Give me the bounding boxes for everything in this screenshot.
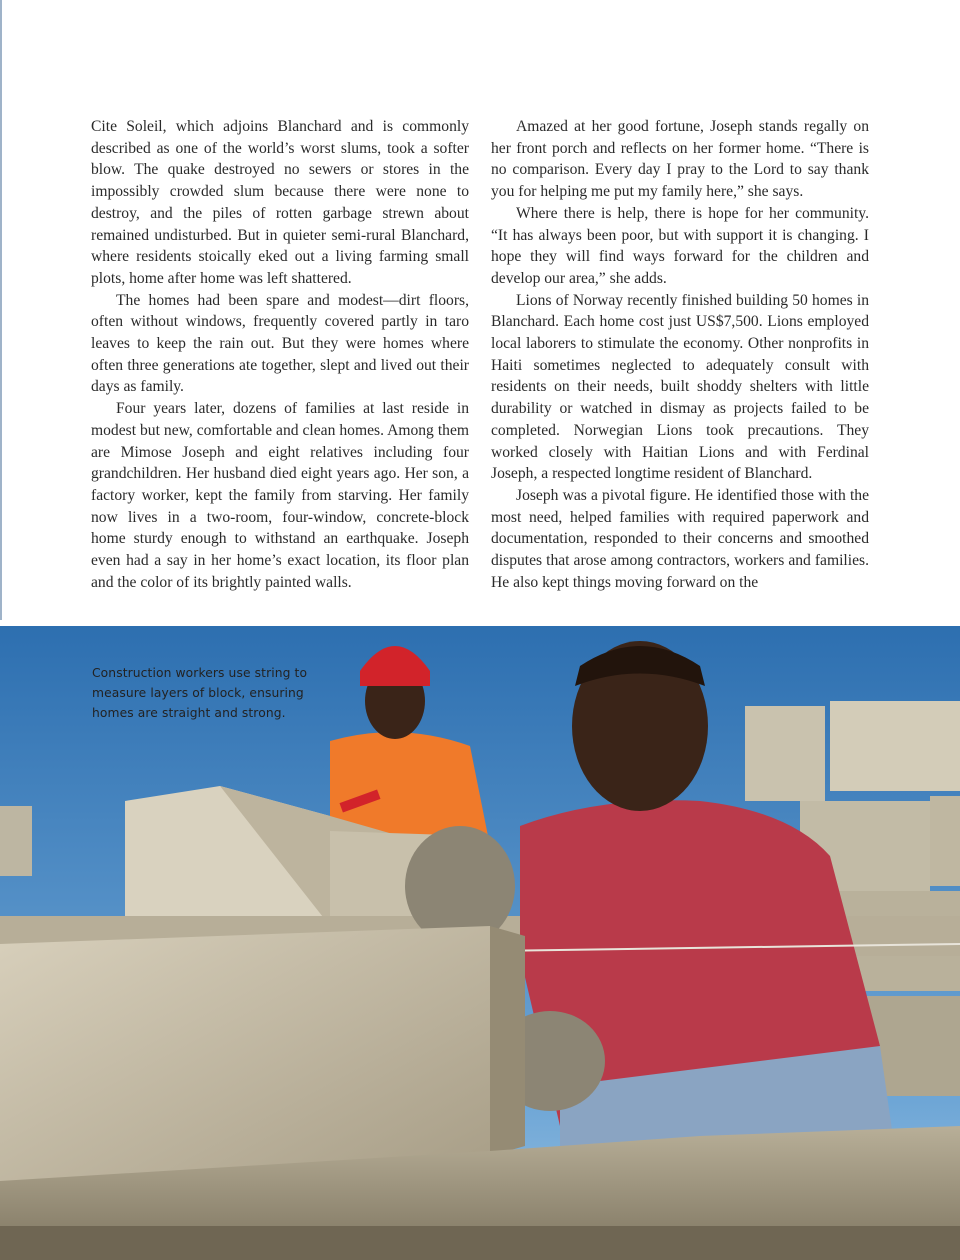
paragraph: Cite Soleil, which adjoins Blanchard and is commonly described as one of the world’s worst slums, took a softer blow. The quake destroyed no sewers or stores in the impossibly crowded slum because there were none to destroy, and the piles of rotten garbage strewn about remained undisturbed. But in quieter semi-rural Blanchard, where residents stoically eked out a living farming small plots, home after home was left shattered.	[91, 118, 469, 287]
paragraph: Lions of Norway recently finished building 50 homes in Blanchard. Each home cost just US$7,500. Lions employed local laborers to stimulate the economy. Other nonprofits in Haiti sometimes neglected to adequately consult with residents on their needs, built shoddy shelters with little durability or watched in dismay as projects failed to be completed. Norwegian Lions took precautions. They worked closely with Haitian Lions and with Ferdinal Joseph, a respected longtime resident of Blanchard.	[491, 291, 869, 483]
page-edge-rule	[0, 0, 2, 620]
paragraph: Four years later, dozens of families at last reside in modest but new, comfortable and clean homes. Among them are Mimose Joseph and eight relatives including four grandchildren. Her husband died eight years ago. Her son, a factory worker, kept the family from starving. Her family now lives in a two-room, four-window, concrete-block home sturdy enough to withstand an earthquake. Joseph even had a say in her home’s exact location, its floor plan and the color of its brightly painted walls.	[91, 400, 469, 591]
paragraph: Joseph was a pivotal figure. He identified those with the most need, helped families with required paperwork and documentation, responded to their concerns and smoothed disputes that arose among contractors, workers and families. He also kept things moving forward on the	[491, 486, 869, 591]
paragraph: Amazed at her good fortune, Joseph stands regally on her front porch and reflects on her former home. “There is no comparison. Every day I pray to the Lord to say thank you for helping me put my family here,” she says.	[491, 118, 869, 201]
caption-line: Construction workers use string to	[92, 666, 308, 680]
paragraph: The homes had been spare and modest—dirt floors, often without windows, frequently covered partly in taro leaves to keep the rain out. But they were homes where often three generations ate together, slept and lived out their days as family.	[91, 291, 469, 396]
caption-line: homes are straight and strong.	[92, 706, 286, 720]
paragraph: Where there is help, there is hope for her community. “It has always been poor, but with support it is changing. I hope they will find ways forward for the children and develop our area,” she adds.	[491, 204, 869, 287]
foreground-block	[0, 926, 525, 1186]
article-column-right	[491, 116, 869, 593]
caption-line: measure layers of block, ensuring	[92, 686, 304, 700]
article-column-left	[91, 116, 469, 593]
photo-caption	[92, 663, 322, 723]
